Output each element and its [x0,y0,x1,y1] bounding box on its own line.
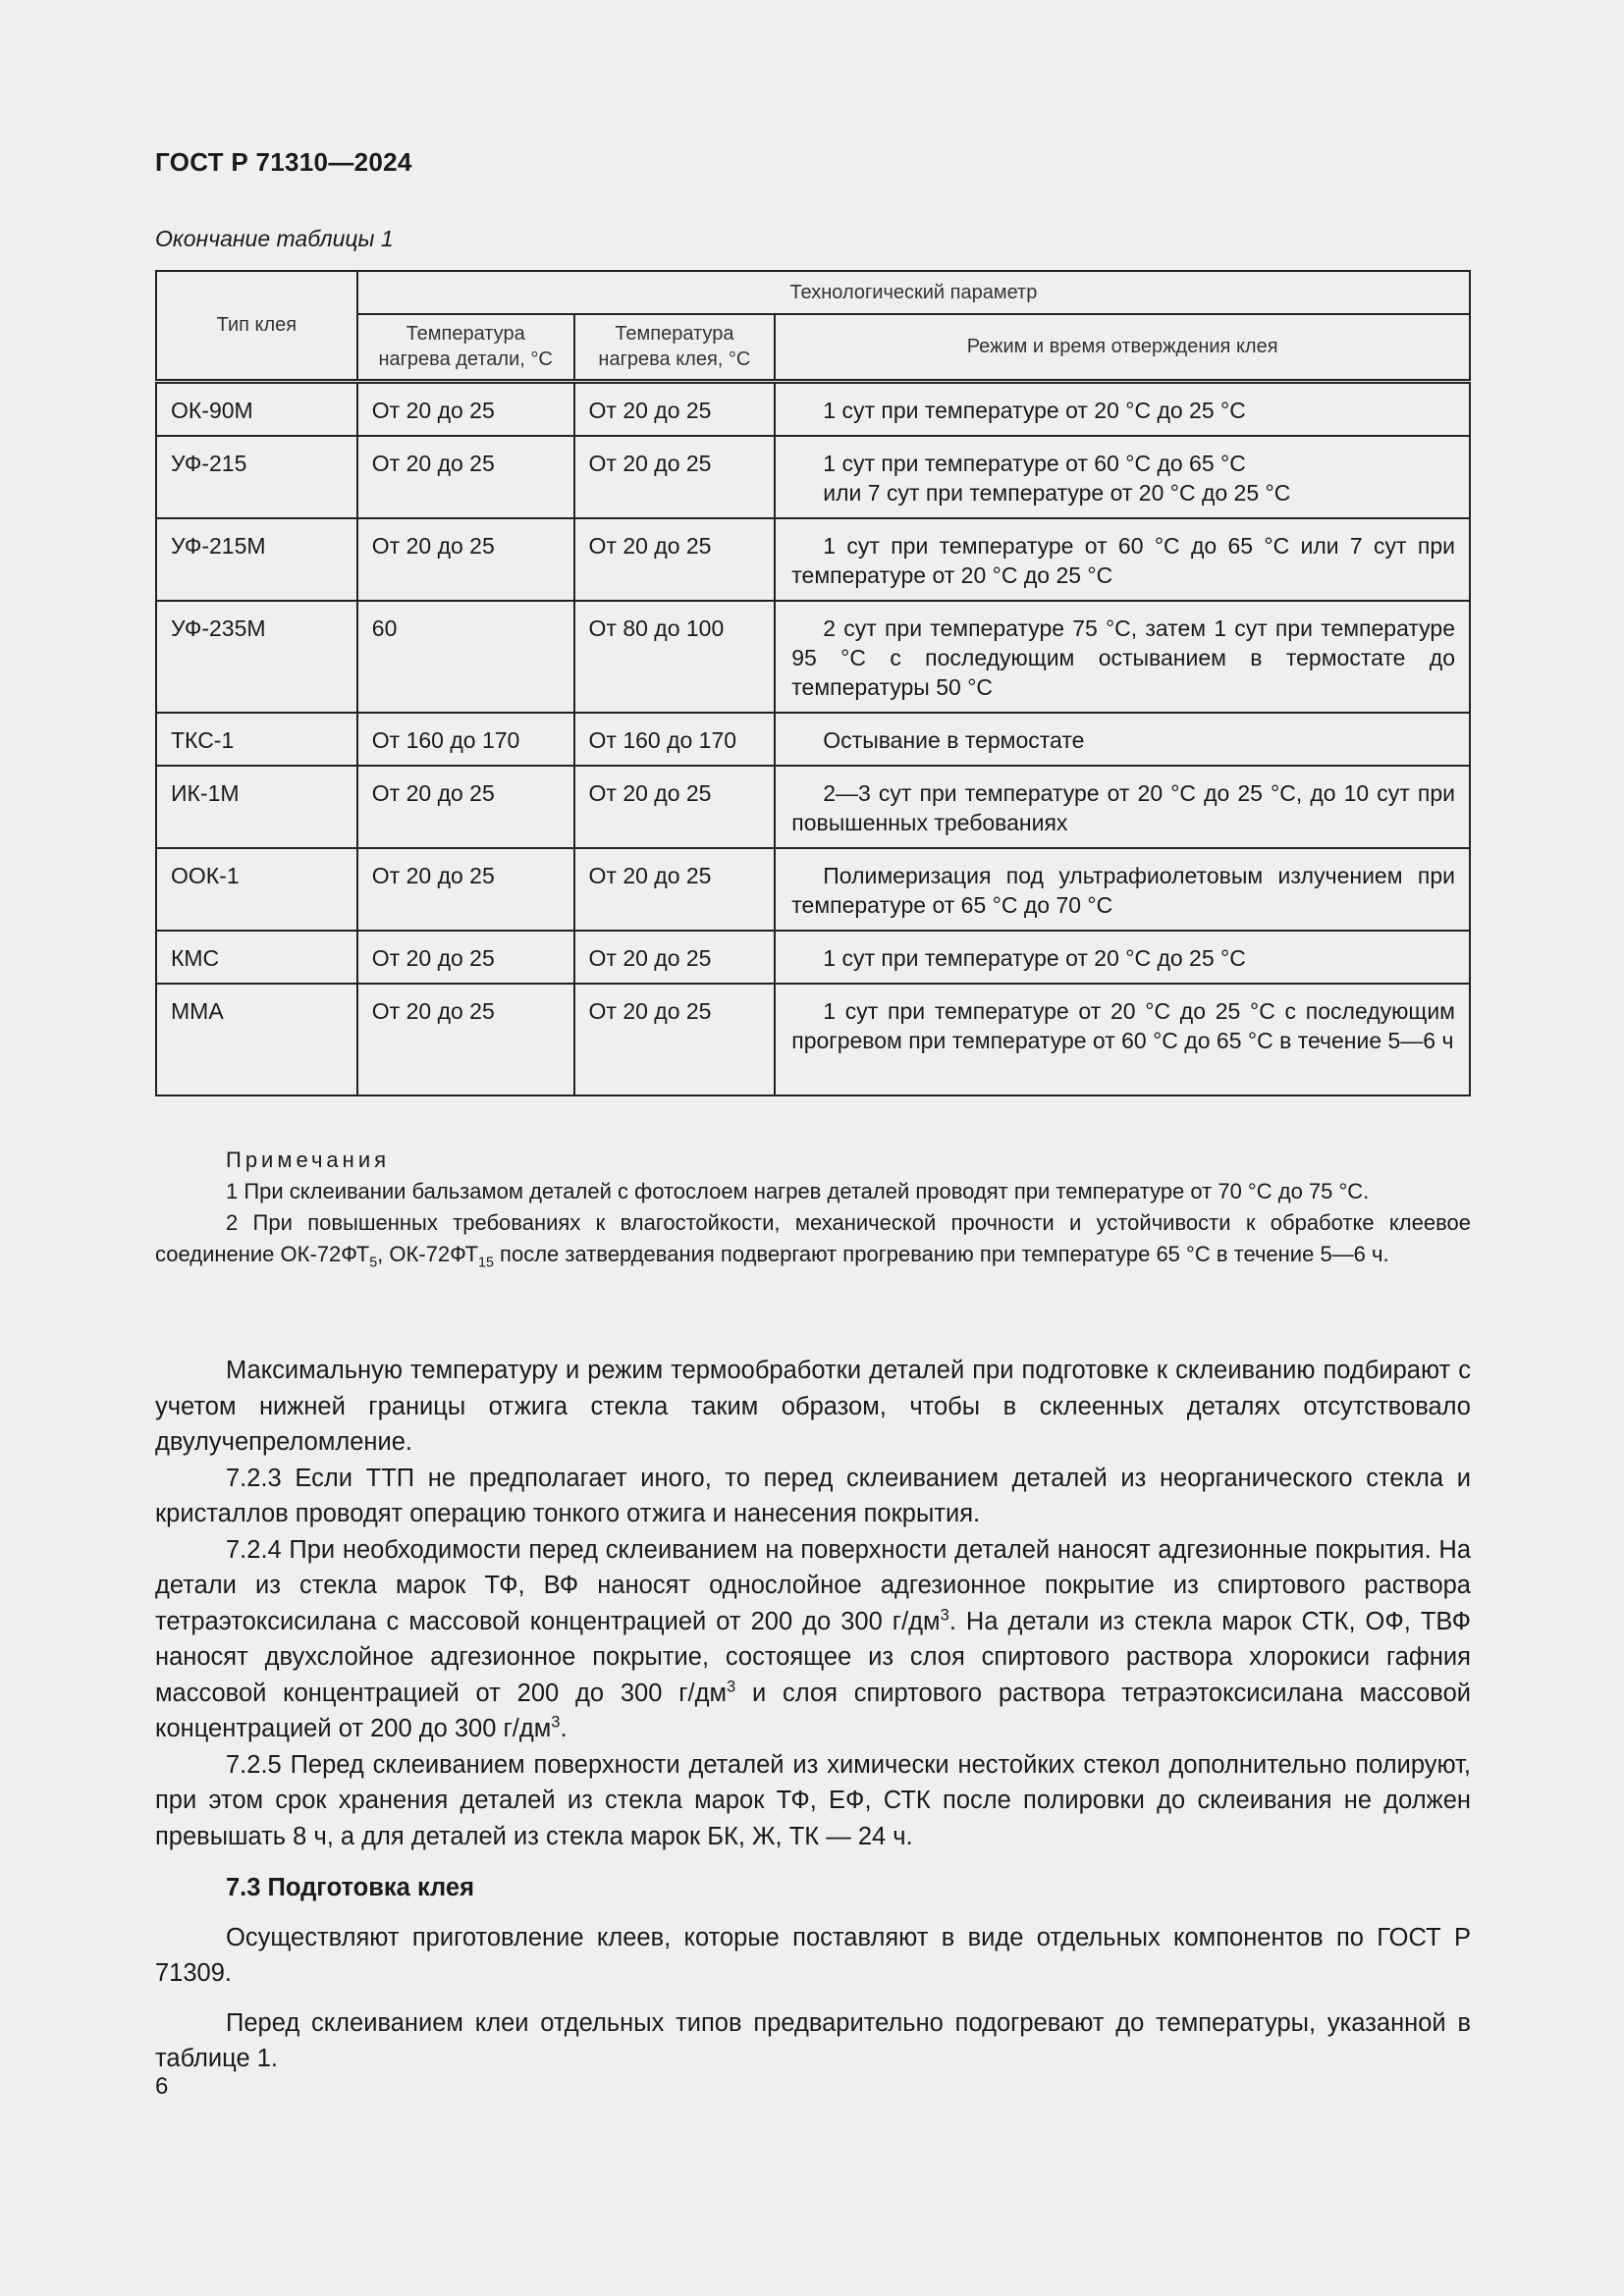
page-number: 6 [155,2073,169,2100]
notes-title: Примечания [226,1148,391,1172]
glue-type-cell: УФ-235М [171,614,266,641]
mode-cell: 2—3 сут при температуре от 20 °С до 25 °С, до 10 сут при повышенных требованиях [791,779,1455,835]
glue-temp-cell: От 20 до 25 [588,532,712,559]
table-row [156,766,1470,848]
part-temp-cell: От 20 до 25 [371,450,495,476]
glue-temp-cell: От 80 до 100 [588,614,725,641]
glue-type-cell: УФ-215М [171,532,266,559]
header-glue-temp: Температура нагрева клея, °С [574,314,776,381]
table-notes [155,1145,1471,1270]
note-1: 1 При склеивании бальзамом деталей с фотослоем нагрев деталей проводят при температуре от 70 °С до 75 °С. [226,1179,1370,1203]
glue-temp-cell: От 20 до 25 [588,450,712,476]
paragraph: Максимальную температуру и режим термообработки деталей при подготовке к склеиванию подбирают с учетом нижней границы отжига стекла таким образом, чтобы в склеенных деталях отсутствовало двулучепреломление. [155,1357,1471,1456]
table-row [156,931,1470,984]
mode-cell: 1 сут при температуре от 20 °С до 25 °С [823,397,1246,423]
header-mode: Режим и время отверждения клея [775,314,1470,381]
glue-parameters-table [155,270,1471,1096]
glue-type-cell: УФ-215 [171,450,247,476]
note-2: 2 При повышенных требованиях к влагостойкости, механической прочности и устойчивости к обработке клеевое соединение $ОК-72ФТ_5$, $ОК-72ФТ_{15}$ после затвердевания подвергают прогреванию при температуре 65 °С в течение 5—6 ч. [155,1210,1471,1271]
glue-type-cell: ОК-90М [171,397,253,423]
mode-cell: 2 сут при температуре 75 °С, затем 1 сут при температуре 95 °С с последующим остыванием в термостате до температуры 50 °С [791,614,1455,700]
paragraph: Осуществляют приготовление клеев, которые поставляют в виде отдельных компонентов по ГОСТ Р 71309. [155,1923,1471,1987]
paragraph: Перед склеиванием клеи отдельных типов предварительно подогревают до температуры, указанной в таблице 1. [155,2008,1471,2072]
mode-cell: Полимеризация под ультрафиолетовым излучением при температуре от 65 °С до 70 °С [791,862,1455,918]
part-temp-cell: От 160 до 170 [371,726,520,753]
mode-cell: 1 сут при температуре от 20 °С до 25 °С [823,944,1246,971]
table-header-row [156,271,1470,314]
part-temp-cell: От 20 до 25 [371,779,495,806]
glue-type-cell: ООК-1 [171,862,240,888]
section-title-7-3: 7.3 Подготовка клея [226,1874,474,1901]
table-row [156,601,1470,713]
table-row [156,436,1470,518]
part-temp-cell: От 20 до 25 [371,997,495,1024]
glue-type-cell: КМС [171,944,220,971]
glue-temp-cell: От 20 до 25 [588,944,712,971]
mode-cell: 1 сут при температуре от 20 °С до 25 °С с последующим прогревом при температуре от 60 °С до 65 °С в течение 5—6 ч [791,997,1455,1053]
table-row [156,381,1470,436]
table-row [156,848,1470,931]
paragraph-7-2-5: 7.2.5 Перед склеиванием поверхности деталей из химически нестойких стекол дополнительно полируют, при этом срок хранения деталей из стекла марок ТФ, ЕФ, СТК после полировки до склеивания не должен превышать 8 ч, а для деталей из стекла марок БК, Ж, ТК — 24 ч. [155,1750,1471,1850]
glue-type-cell: ИК-1М [171,779,240,806]
document-header: ГОСТ Р 71310—2024 [155,147,412,177]
mode-cell: Остывание в термостате [823,726,1085,753]
paragraph-7-2-3: 7.2.3 Если ТТП не предполагает иного, то перед склеиванием деталей из неорганического стекла и кристаллов проводят операцию тонкого отжига и нанесения покрытия. [155,1464,1471,1527]
table-caption: Окончание таблицы 1 [155,226,394,251]
glue-temp-cell: От 160 до 170 [588,726,737,753]
header-part-temp: Температура нагрева детали, °С [357,314,574,381]
part-temp-cell: От 20 до 25 [371,397,495,423]
glue-temp-cell: От 20 до 25 [588,862,712,888]
part-temp-cell: 60 [371,614,398,641]
glue-temp-cell: От 20 до 25 [588,397,712,423]
header-tech-parameter: Технологический параметр [357,271,1470,314]
body-text [155,1353,1471,2077]
table-row [156,984,1470,1095]
glue-temp-cell: От 20 до 25 [588,997,712,1024]
glue-type-cell: ТКС-1 [171,726,235,753]
table-row [156,518,1470,601]
mode-cell: 1 сут при температуре от 60 °С до 65 °С или 7 сут при температуре от 20 °С до 25 °С [823,450,1291,506]
glue-temp-cell: От 20 до 25 [588,779,712,806]
table-row [156,713,1470,766]
mode-cell: 1 сут при температуре от 60 °С до 65 °С или 7 сут при температуре от 20 °С до 25 °С [791,532,1455,588]
part-temp-cell: От 20 до 25 [371,944,495,971]
paragraph-7-2-4: 7.2.4 При необходимости перед склеиванием на поверхности деталей наносят адгезионные покрытия. На детали из стекла марок ТФ, ВФ наносят однослойное адгезионное покрытие из спиртового раствора тетраэтоксисилана с массовой концентрацией от 200 до 300 $г/дм^3$. На детали из стекла марок СТК, ОФ, ТВФ наносят двухслойное адгезионное покрытие, состоящее из слоя спиртового раствора хлорокиси гафния массовой концентрацией от 200 до 300 $г/дм^3$ и слоя спиртового раствора тетраэтоксисилана массовой концентрацией от 200 до 300 $г/дм^3$. [155,1535,1471,1742]
part-temp-cell: От 20 до 25 [371,862,495,888]
glue-type-cell: ММА [171,997,224,1024]
header-glue-type: Тип клея [156,271,357,381]
part-temp-cell: От 20 до 25 [371,532,495,559]
